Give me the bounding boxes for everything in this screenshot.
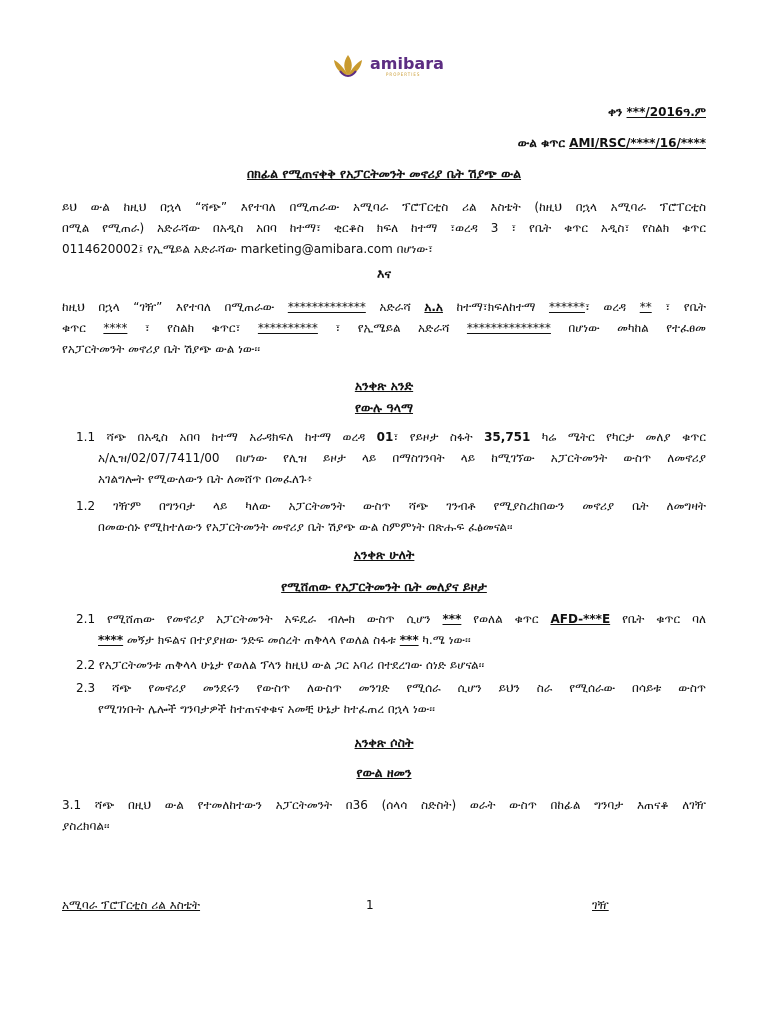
- clause-text: የቤት ቁጥር ባለ: [610, 612, 706, 626]
- clause-woreda: 01: [376, 430, 394, 444]
- buyer-text: በሆነው መካከል የተፈፀመ: [550, 321, 706, 335]
- bedroom-blank: ****: [98, 633, 124, 647]
- footer-buyer-signature: ገዥ: [592, 898, 609, 912]
- clause-line: ያስረክባል፡፡: [62, 819, 110, 833]
- clause-line: በመውሰኑ የሚከተለውን የአፓርትመንት መኖሪያ ቤት ሽያጭ ውል ስምምነት በጽሑፍ ፈፅመናል፡፡: [98, 520, 513, 534]
- seller-paragraph: [62, 197, 706, 260]
- buyer-email-blank: **************: [466, 321, 551, 335]
- contract-number-label: ውል ቁጥር: [517, 136, 570, 150]
- article-3-heading: አንቀጽ ሶስት: [354, 735, 414, 750]
- buyer-phone-blank: **********: [257, 321, 318, 335]
- clause-line: 1.2 ገዥም በግንባታ ላይ ካለው አፓርትመንት ውስጥ ሻጭ ገንብቶ የሚያስረክበውን መኖሪያ ቤት ለመግዛት: [76, 499, 706, 513]
- clause-line: [76, 609, 706, 630]
- clause-1-2: [76, 496, 706, 538]
- buyer-text: ፣ የኢሜይል አድራሻ: [317, 321, 467, 335]
- clause-text: መኝታ ክፍልና በተያያዘው ንድፍ መሰረት ጠቅላላ የወለል ስፋቱ: [123, 633, 400, 647]
- buyer-woreda-blank: **: [639, 300, 652, 314]
- article-2-subheading: የሚሸጠው የአፓርትመንት ቤት መለያና ይዞታ: [281, 579, 487, 594]
- clause-area: 35,751: [484, 430, 531, 444]
- clause-1-1: [76, 427, 706, 490]
- contract-date: [608, 105, 706, 120]
- logo-name: amibara: [370, 53, 444, 73]
- lotus-icon: [330, 53, 366, 79]
- article-2-heading: አንቀጽ ሁለት: [353, 547, 415, 562]
- contract-number: [518, 136, 706, 151]
- contract-number-value: AMI/RSC/****/16/****: [569, 136, 706, 150]
- clause-line: 3.1 ሻጭ በዚህ ውል የተመለከተውን አፓርትመንት በ36 (ሰላሳ ስድስት) ወራት ውስጥ በከፊል ግንባታ እጠናቆ ለገዥ: [62, 798, 706, 812]
- buyer-line: [62, 297, 706, 318]
- buyer-text: ቁጥር: [62, 321, 104, 335]
- buyer-subcity-blank: ******: [548, 300, 585, 314]
- article-1-heading: አንቀጽ አንድ: [354, 378, 414, 393]
- clause-text: ፣ የይዞታ ስፋት: [393, 430, 485, 444]
- buyer-line: የአፓርትመንት መኖሪያ ቤት ሽያጭ ውል ነው፡፡: [62, 342, 261, 356]
- unit-number: AFD-***E: [550, 612, 611, 626]
- buyer-text: ከተማ፣ክፍለከተማ: [442, 300, 549, 314]
- clause-text: ካ.ሜ ነው፡፡: [418, 633, 471, 647]
- clause-line: [76, 427, 706, 448]
- date-value: ***/2016ዓ.ም: [626, 105, 706, 119]
- article-1-subheading: የውሉ ዓላማ: [354, 400, 414, 415]
- buyer-name-blank: *************: [287, 300, 366, 314]
- clause-line: የሚገነቡት ሌሎች ግንባታዎች ከተጠናቀቁና አመቺ ሁኔታ ከተፈጠረ በኋላ ነው፡፡: [98, 702, 435, 716]
- buyer-line: [62, 318, 706, 339]
- document-title: በክፊል የሚጠናቀቅ የአፓርትመንት መኖሪያ ቤት ሽያጭ ውል: [246, 166, 522, 181]
- clause-2-3: [76, 678, 706, 720]
- area-blank: ***: [399, 633, 419, 647]
- logo-subtitle: PROPERTIES: [386, 71, 421, 77]
- clause-line: 2.3 ሻጭ የመኖሪያ መንደሩን የውስጥ ለውስጥ መንገድ የሚሰራ ሲሆን ይህን ስራ የሚሰራው በሳይቱ ውስጥ: [76, 681, 706, 695]
- clause-line: [76, 630, 706, 651]
- clause-text: 1.1 ሻጭ በአዲስ አበባ ከተማ አራዳክፍለ ከተማ ወረዳ: [76, 430, 377, 444]
- buyer-text: አድራሻ: [365, 300, 425, 314]
- date-label: ቀን: [608, 105, 627, 119]
- buyer-text: ፣ ወረዳ: [584, 300, 640, 314]
- clause-line: 2.2 የአፓርትመንቱ ጠቅላላ ሁኔታ የወለል ፕላን ከዚህ ውል ጋር አባሪ በተደረገው ሰነድ ይሆናል፡፡: [76, 658, 485, 672]
- footer-seller-signature: አሚባራ ፕሮፐርቲስ ሪል እስቴት: [62, 898, 201, 912]
- page-number: 1: [366, 898, 374, 912]
- clause-text: ካሬ ሜትር የካርታ መለያ ቁጥር: [530, 430, 706, 444]
- article-3-subheading: የውል ዘመን: [356, 765, 412, 780]
- seller-line: 0114620002፤ የኢሜይል አድራሻው marketing@amibara.com በሆነው፣: [62, 242, 433, 256]
- buyer-text: ከዚህ በኋላ “ገዥ” እየተባለ በሚጠራው: [62, 300, 288, 314]
- clause-2-1: [76, 609, 706, 651]
- clause-3-1: [62, 795, 706, 837]
- company-logo: [330, 50, 444, 82]
- clause-line: አገልግሎት የሚውለውን ቤት ለመሸጥ በመፈለጉ፥: [98, 472, 313, 486]
- buyer-text: ፣ የስልክ ቁጥር፣: [127, 321, 258, 335]
- buyer-text: ፣ የቤት: [651, 300, 706, 314]
- buyer-city: አ.አ: [424, 300, 443, 314]
- clause-text: የወለል ቁጥር: [461, 612, 551, 626]
- clause-2-2: [76, 655, 706, 676]
- buyer-paragraph: [62, 297, 706, 360]
- floor-blank: ***: [442, 612, 462, 626]
- seller-line: በሚል የሚጠራ) አድራሻው በአዲስ አበባ ከተማ፣ ቂርቆስ ክፍለ ከተማ ፣ወረዳ 3 ፣ የቤት ቁጥር አዲስ፣ የስልክ ቁጥር: [62, 221, 706, 235]
- seller-line: ይህ ውል ከዚህ በኋላ “ሻጭ” እየተባለ በሚጠራው አሚባራ ፕሮፐርቲስ ሪል እስቴት (ከዚህ በኋላ አሚባራ ፕሮፐርቲስ: [62, 200, 706, 214]
- and-separator: እና: [376, 266, 392, 281]
- buyer-house-blank: ****: [103, 321, 128, 335]
- clause-line: አ/ሊዝ/02/07/7411/00 በሆነው የሊዝ ይዞታ ላይ በማስገንባት ላይ ከሚገኘው አፓርትመንት ውስጥ ለመኖሪያ: [98, 451, 706, 465]
- clause-text: 2.1 የሚሸጠው የመኖሪያ አፓርትመንት አፍዴራ ብሎክ ውስጥ ሲሆን: [76, 612, 443, 626]
